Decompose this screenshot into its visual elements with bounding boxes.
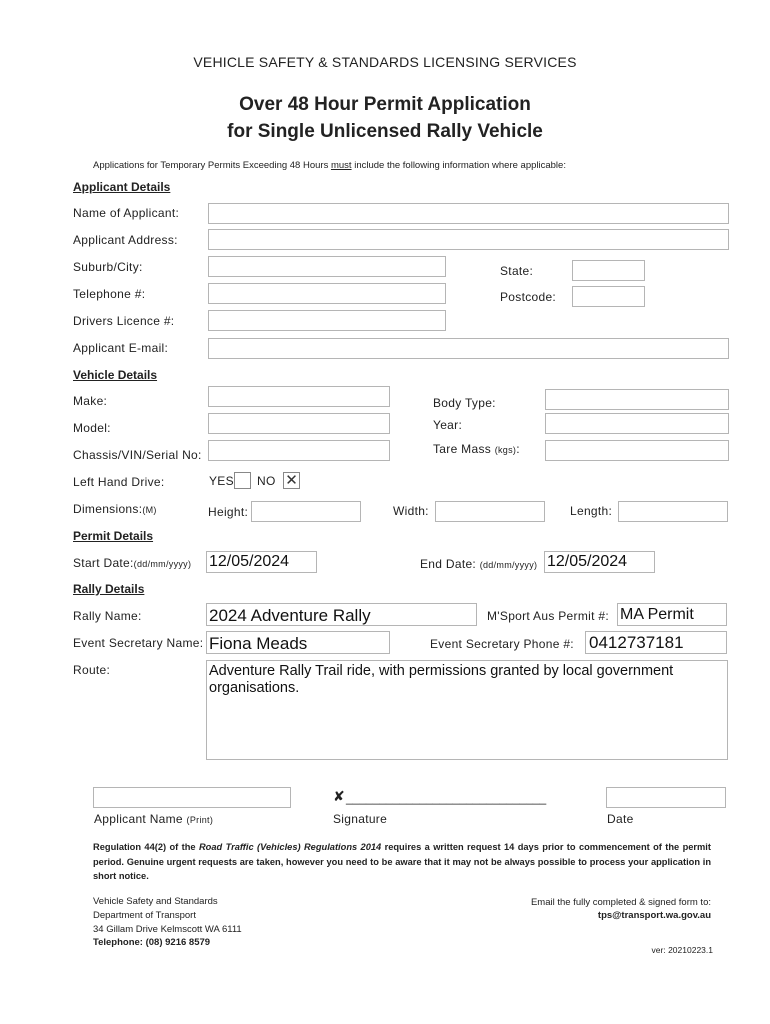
length-field[interactable]	[618, 501, 728, 522]
width-label: Width:	[393, 504, 429, 518]
start-date-field[interactable]	[206, 551, 317, 573]
footer-org-phone: Telephone: (08) 9216 8579	[93, 937, 211, 948]
rally-details-heading: Rally Details	[73, 582, 145, 596]
end-date-value: 12/05/2024	[547, 553, 628, 570]
footer-org-address: 34 Gillam Drive Kelmscott WA 6111	[93, 924, 242, 935]
body-type-label: Body Type:	[433, 396, 496, 410]
signature-mark: ✘	[333, 788, 346, 804]
route-label: Route:	[73, 663, 111, 677]
form-title-line2: for Single Unlicensed Rally Vehicle	[227, 121, 543, 142]
height-label: Height:	[208, 505, 249, 519]
email-label: Applicant E-mail:	[73, 341, 169, 355]
width-field[interactable]	[435, 501, 545, 522]
email-instruction: Email the fully completed & signed form to:	[530, 897, 711, 908]
footer-org-line1: Vehicle Safety and Standards	[93, 896, 218, 907]
state-field[interactable]	[572, 260, 645, 281]
agency-heading: VEHICLE SAFETY & STANDARDS LICENSING SERVICES	[193, 54, 577, 70]
form-title-line1: Over 48 Hour Permit Application	[239, 94, 531, 115]
applicant-name-label: Name of Applicant:	[73, 206, 180, 220]
rally-name-label: Rally Name:	[73, 609, 142, 623]
date-label: Date	[607, 812, 634, 826]
secretary-name-label: Event Secretary Name:	[73, 636, 204, 650]
route-value-line2: organisations.	[209, 680, 300, 696]
rally-name-value: 2024 Adventure Rally	[209, 606, 371, 625]
chassis-field[interactable]	[208, 440, 390, 461]
suburb-label: Suburb/City:	[73, 260, 143, 274]
make-label: Make:	[73, 394, 108, 408]
msport-permit-field[interactable]	[617, 603, 727, 626]
body-type-field[interactable]	[545, 389, 729, 410]
end-date-label: End Date: (dd/mm/yyyy)	[420, 557, 538, 571]
lhd-no-checkbox[interactable]: ✕	[283, 472, 300, 489]
no-label: NO	[257, 474, 276, 488]
permit-details-heading: Permit Details	[73, 529, 154, 543]
applicant-address-label: Applicant Address:	[73, 233, 178, 247]
telephone-label: Telephone #:	[73, 287, 146, 301]
make-field[interactable]	[208, 386, 390, 407]
postcode-label: Postcode:	[500, 290, 557, 304]
applicant-address-field[interactable]	[208, 229, 729, 250]
secretary-phone-field[interactable]	[585, 631, 727, 654]
intro-text: Applications for Temporary Permits Exceeding 48 Hours must include the following information where applicable:	[93, 160, 566, 171]
year-label: Year:	[433, 418, 463, 432]
start-date-label: Start Date:(dd/mm/yyyy)	[73, 556, 192, 570]
footer-org-line2: Department of Transport	[93, 910, 196, 921]
applicant-details-heading: Applicant Details	[73, 180, 171, 194]
version-label: ver: 20210223.1	[651, 945, 713, 955]
lhd-yes-checkbox[interactable]	[234, 472, 251, 489]
applicant-print-name-field[interactable]	[93, 787, 291, 808]
applicant-print-name-label: Applicant Name (Print)	[94, 812, 214, 826]
chassis-label: Chassis/VIN/Serial No:	[73, 448, 202, 462]
end-date-field[interactable]	[544, 551, 655, 573]
lhd-label: Left Hand Drive:	[73, 475, 165, 489]
yes-label: YES	[209, 474, 234, 488]
state-label: State:	[500, 264, 534, 278]
model-label: Model:	[73, 421, 111, 435]
suburb-field[interactable]	[208, 256, 446, 277]
regulation-notice: Regulation 44(2) of the Road Traffic (Vehicles) Regulations 2014 requires a written request 14 days prior to commencement of the permit period. Genuine urgent requests are taken, however you need to be aware that it may not be always possible to process your application in short notice.	[93, 842, 711, 881]
licence-label: Drivers Licence #:	[73, 314, 175, 328]
start-date-value: 12/05/2024	[209, 553, 290, 570]
licence-field[interactable]	[208, 310, 446, 331]
secretary-phone-label: Event Secretary Phone #:	[430, 637, 574, 651]
msport-permit-value: MA Permit	[620, 606, 694, 623]
model-field[interactable]	[208, 413, 390, 434]
secretary-name-value: Fiona Meads	[209, 634, 308, 653]
route-field[interactable]	[206, 660, 728, 760]
signature-line[interactable]: ______________________________	[346, 791, 547, 805]
applicant-name-field[interactable]	[208, 203, 729, 224]
tare-mass-field[interactable]	[545, 440, 729, 461]
telephone-field[interactable]	[208, 283, 446, 304]
length-label: Length:	[570, 504, 613, 518]
secretary-phone-value: 0412737181	[589, 633, 684, 652]
secretary-name-field[interactable]	[206, 631, 390, 654]
route-value-line1: Adventure Rally Trail ride, with permissions granted by local government	[209, 663, 674, 679]
msport-permit-label: M'Sport Aus Permit #:	[487, 609, 609, 623]
submission-email-link[interactable]: tps@transport.wa.gov.au	[597, 910, 711, 921]
postcode-field[interactable]	[572, 286, 645, 307]
date-field[interactable]	[606, 787, 726, 808]
signature-label: Signature	[333, 812, 388, 826]
rally-name-field[interactable]	[206, 603, 477, 626]
email-field[interactable]	[208, 338, 729, 359]
height-field[interactable]	[251, 501, 361, 522]
dimensions-label: Dimensions:(M)	[73, 502, 157, 516]
year-field[interactable]	[545, 413, 729, 434]
vehicle-details-heading: Vehicle Details	[73, 368, 158, 382]
tare-mass-label: Tare Mass (kgs):	[433, 442, 520, 456]
